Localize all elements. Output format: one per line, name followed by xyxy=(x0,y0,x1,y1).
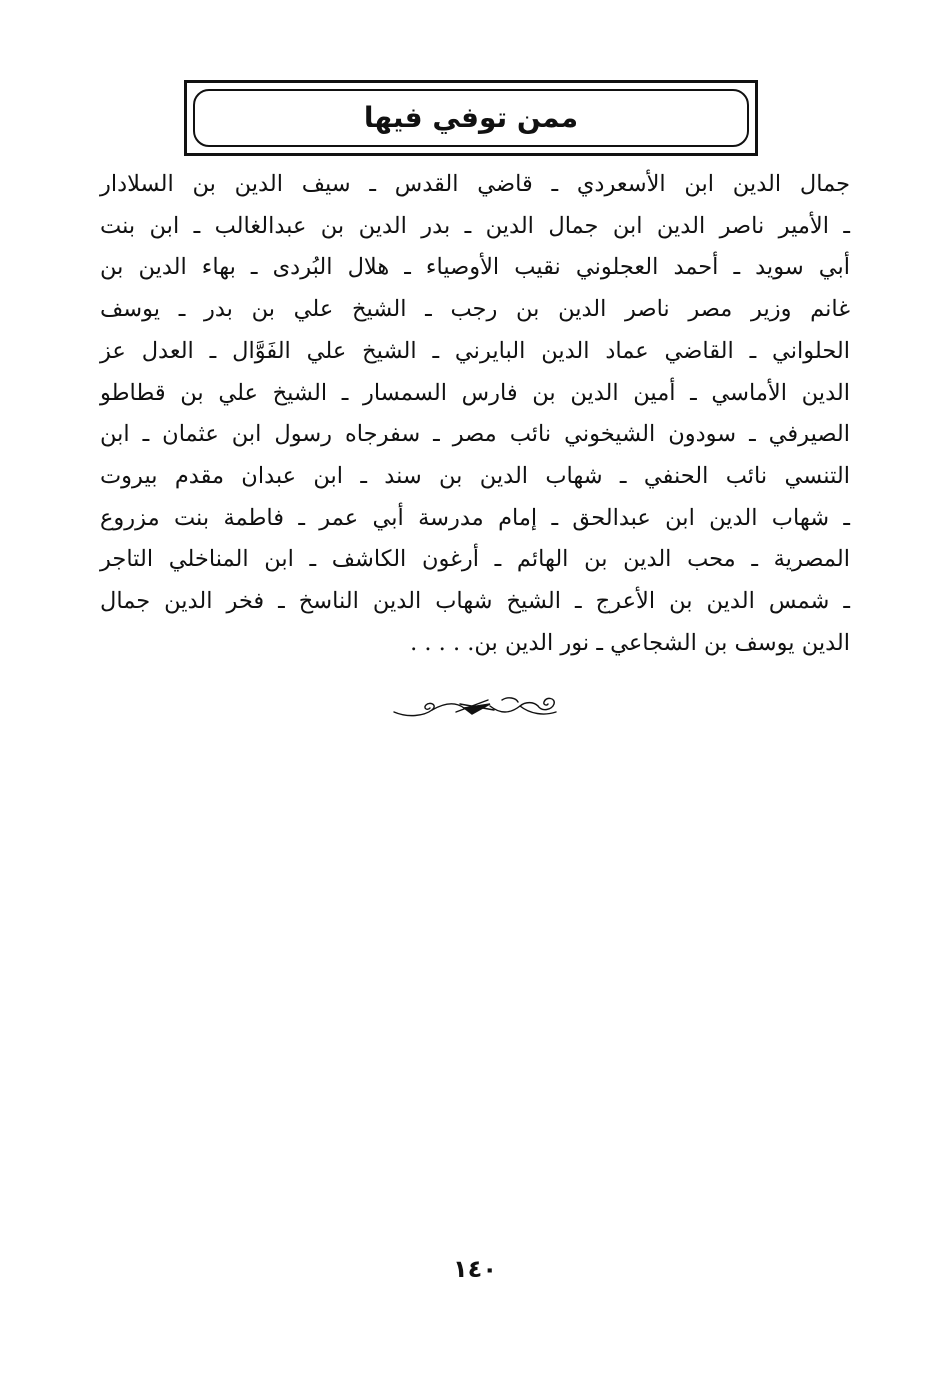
text-line: الحلواني ـ القاضي عماد الدين البايرني ـ الشيخ علي الفَوَّال ـ العدل عز xyxy=(100,337,850,364)
text-line: الدين يوسف بن الشجاعي ـ نور الدين بن. . . . . xyxy=(410,629,850,656)
text-line: أبي سويد ـ أحمد العجلوني نقيب الأوصياء ـ هلال البُردى ـ بهاء الدين بن xyxy=(100,254,850,281)
text-line: الدين الأماسي ـ أمين الدين بن فارس السمسار ـ الشيخ علي بن قطاطو xyxy=(100,379,850,406)
obituary-list xyxy=(100,164,850,664)
title-frame xyxy=(184,80,758,156)
text-line: ـ شهاب الدين ابن عبدالحق ـ إمام مدرسة أبي عمر ـ فاطمة بنت مزروع xyxy=(100,504,850,531)
text-line: غانم وزير مصر ناصر الدين بن رجب ـ الشيخ علي بن بدر ـ يوسف xyxy=(100,296,850,323)
text-line: ـ الأمير ناصر الدين ابن جمال الدين ـ بدر الدين بن عبدالغالب ـ ابن بنت xyxy=(100,212,850,239)
text-line: الصيرفي ـ سودون الشيخوني نائب مصر ـ سفرجاه رسول ابن عثمان ـ ابن xyxy=(100,421,850,448)
text-line: ـ شمس الدين بن الأعرج ـ الشيخ شهاب الدين الناسخ ـ فخر الدين جمال xyxy=(100,588,850,615)
section-title: ممن توفي فيها xyxy=(363,101,579,134)
divider-flourish-icon xyxy=(390,692,560,726)
text-line: جمال الدين ابن الأسعردي ـ قاضي القدس ـ سيف الدين بن السلادار xyxy=(100,171,850,197)
text-line: التنسي نائب الحنفي ـ شهاب الدين بن سند ـ ابن عبدان مقدم بيروت xyxy=(100,462,850,489)
title-inner-frame xyxy=(193,89,749,147)
page-number: ١٤٠ xyxy=(453,1255,497,1283)
text-line: المصرية ـ محب الدين بن الهائم ـ أرغون الكاشف ـ ابن المناخلي التاجر xyxy=(100,546,850,573)
